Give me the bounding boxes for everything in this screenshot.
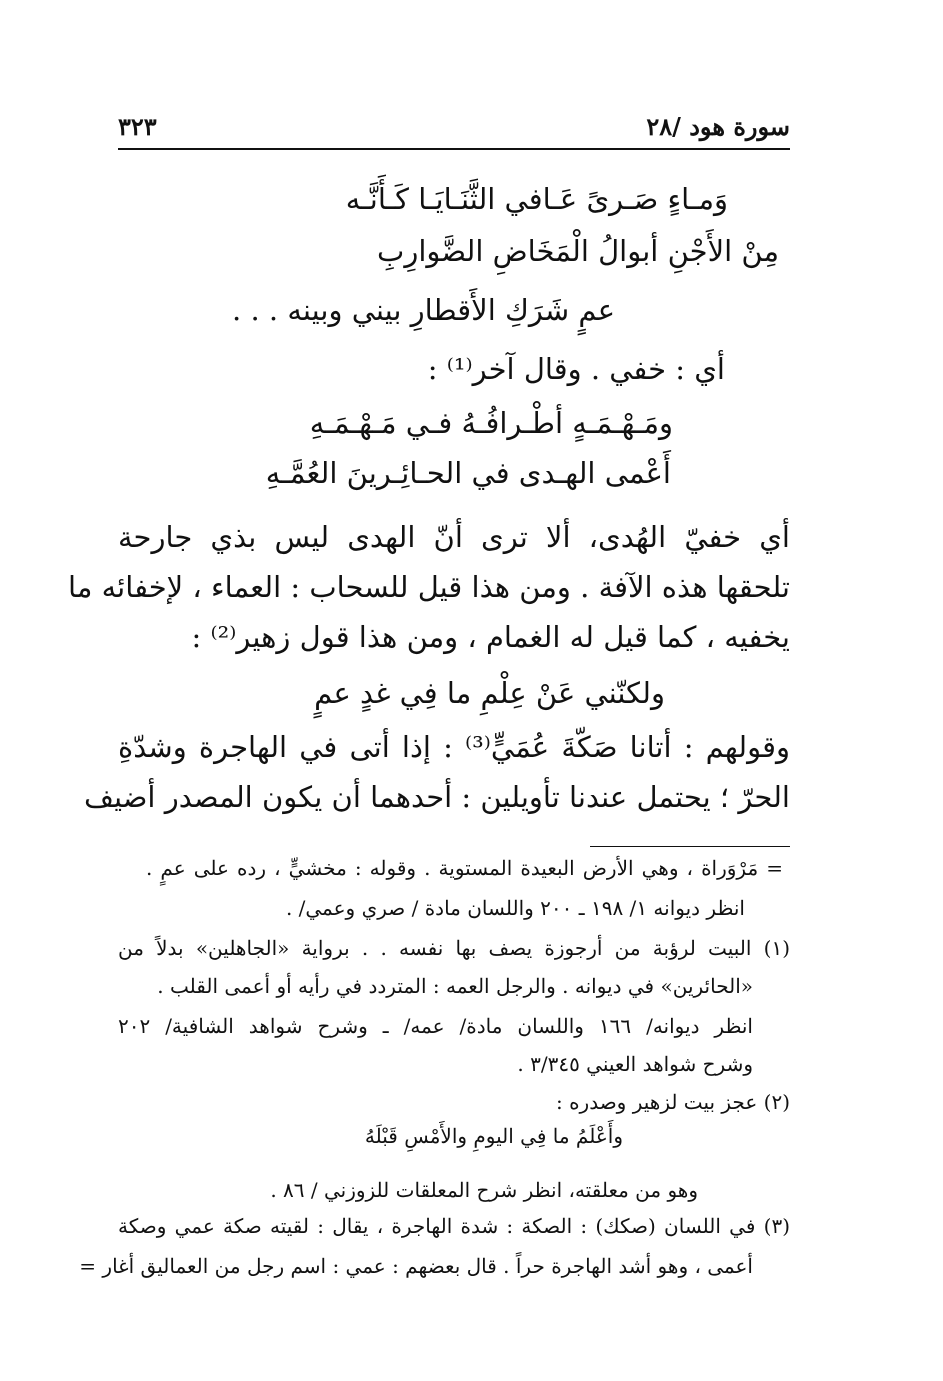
footnote-line: أعمى ، وهو أشد الهاجرة حراً . قال بعضهم : عمي : اسم رجل من العماليق أغار = <box>79 1254 753 1278</box>
verse-line: مِنْ الأَجْنِ أبوالُ الْمَخَاضِ الضَّوارِبِ <box>377 234 779 268</box>
footnote-line: «الحائرين» في ديوانه . والرجل العمه : المتردد في رأيه أو أعمى القلب . <box>157 974 753 998</box>
footnote-line: (٢) عجز بيت لزهير وصدره : <box>555 1090 790 1114</box>
verse-line: وَمـاءٍ صَـرىً عَـافي الثَّنَـايَـا كَـأَنَّـه <box>345 182 728 216</box>
footnote-verse: وأَعْلَمُ ما فِي اليومِ والأَمْسِ قَبْلَهُ <box>364 1124 623 1148</box>
prose-line: أي خفيّ الهُدى، ألا ترى أنّ الهدى ليس بذي جارحة <box>118 520 790 554</box>
running-header <box>118 108 790 150</box>
footnote-line: (٣) في اللسان (صكك) : الصكة : شدة الهاجرة ، يقال : لقيته صكة عمي وصكة <box>118 1214 790 1238</box>
page-number: ٣٢٣ <box>118 112 157 141</box>
footnote-line: وهو من معلقته، انظر شرح المعلقات للزوزني / ٨٦ . <box>270 1178 698 1202</box>
prose-line: يخفيه ، كما قيل له الغمام ، ومن هذا قول زهير⁽²⁾ : <box>191 620 790 654</box>
verse-line: أَعْمى الهـدى في الحـائِـرينَ العُمَّـهِ <box>265 456 671 490</box>
footnote-line: انظر ديوانه/ ١٦٦ واللسان مادة/ عمه/ ـ وشرح شواهد الشافية/ ٢٠٢ <box>118 1014 753 1038</box>
footnote-line: وشرح شواهد العيني ٣/٣٤٥ . <box>517 1052 753 1076</box>
footnote-divider <box>590 846 790 847</box>
footnote-line: انظر ديوانه ١/ ١٩٨ ـ ٢٠٠ واللسان مادة / صري وعمي/ . <box>285 896 745 920</box>
verse-line: عمٍ شَرَكِ الأَقطارِ بيني وبينه . . . <box>232 293 615 327</box>
surah-title: سورة هود /٢٨ <box>646 112 790 141</box>
verse-line: ولكنّني عَنْ عِلْمِ ما فِي غدٍ عمٍ <box>314 676 665 710</box>
prose-line: تلحقها هذه الآفة . ومن هذا قيل للسحاب : العماء ، لإخفائه ما <box>68 570 790 604</box>
footnote-line: = مَرْوَراة ، وهي الأرض البعيدة المستوية . وقوله : مخشيٍّ ، رده على عمٍ . <box>146 856 783 880</box>
verse-line: ومَـهْـمَـهٍ أطْـرافُـهُ فـي مَـهْـمَـهِ <box>309 406 673 440</box>
prose-line: وقولهم : أتانا صَكّةَ عُمَيٍّ⁽³⁾ : إذا أتى في الهاجرة وشدّةِ <box>118 730 790 764</box>
prose-line: أي : خفي . وقال آخر⁽¹⁾ : <box>427 352 725 386</box>
footnote-line: (١) البيت لرؤبة من أرجوزة يصف بها نفسه . . برواية «الجاهلين» بدلاً من <box>118 936 790 960</box>
prose-line: الحرّ ؛ يحتمل عندنا تأويلين : أحدهما أن يكون المصدر أضيف <box>84 780 790 814</box>
